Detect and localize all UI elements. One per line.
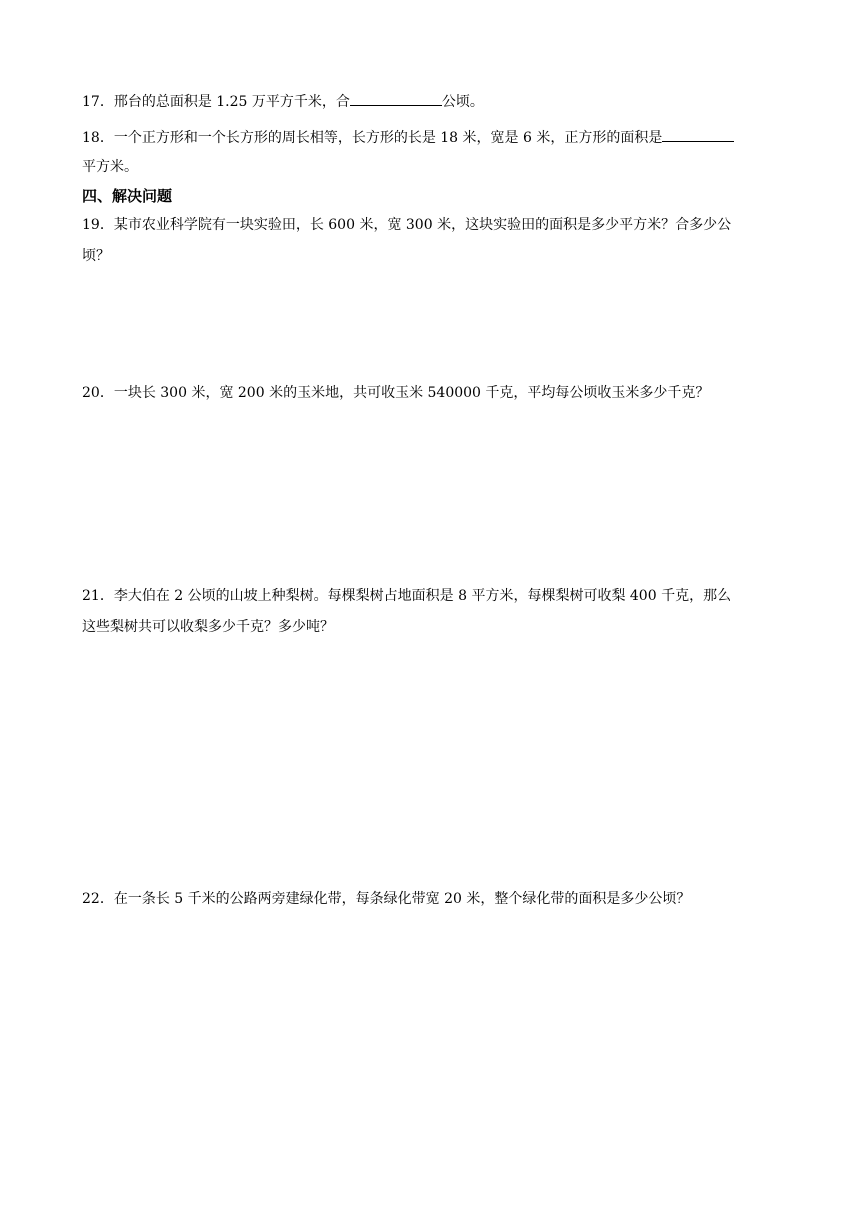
question-text: 这些梨树共可以收梨多少千克？多少吨？ bbox=[82, 619, 334, 635]
question-text: 一块长 300 米，宽 200 米的玉米地，共可收玉米 540000 千克，平均每公顷收玉米多少千克？ bbox=[113, 385, 710, 401]
question-21-line-2 bbox=[82, 618, 334, 636]
question-text: 顷？ bbox=[82, 248, 110, 264]
question-21-line-1 bbox=[82, 587, 731, 605]
question-19-line-2 bbox=[82, 247, 110, 265]
question-text: 邢台的总面积是 1.25 万平方千米，合 bbox=[113, 94, 350, 110]
answer-blank[interactable] bbox=[662, 127, 734, 142]
question-text: 公顷。 bbox=[441, 94, 484, 110]
question-text: 李大伯在 2 公顷的山坡上种梨树。每棵梨树占地面积是 8 平方米，每棵梨树可收梨 400 千克，那么 bbox=[113, 588, 732, 604]
question-number: 21． bbox=[82, 588, 114, 604]
question-text: 在一条长 5 千米的公路两旁建绿化带，每条绿化带宽 20 米，整个绿化带的面积是多少公顷？ bbox=[113, 891, 691, 907]
question-18-line-2 bbox=[82, 158, 138, 176]
question-20 bbox=[82, 384, 709, 402]
question-18-line-1 bbox=[82, 127, 734, 147]
question-17 bbox=[82, 91, 484, 111]
question-number: 20． bbox=[82, 385, 114, 401]
section-heading: 四、解决问题 bbox=[82, 187, 173, 205]
question-22 bbox=[82, 890, 690, 908]
question-number: 22． bbox=[82, 891, 114, 907]
question-text: 某市农业科学院有一块实验田，长 600 米，宽 300 米，这块实验田的面积是多少平方米？合多少公 bbox=[113, 217, 732, 233]
question-number: 17． bbox=[82, 94, 114, 110]
answer-blank[interactable] bbox=[350, 91, 442, 106]
question-text: 平方米。 bbox=[82, 159, 138, 175]
question-19-line-1 bbox=[82, 216, 731, 234]
question-number: 19． bbox=[82, 217, 114, 233]
question-text: 一个正方形和一个长方形的周长相等，长方形的长是 18 米，宽是 6 米，正方形的面积是 bbox=[113, 130, 663, 146]
question-number: 18． bbox=[82, 130, 114, 146]
